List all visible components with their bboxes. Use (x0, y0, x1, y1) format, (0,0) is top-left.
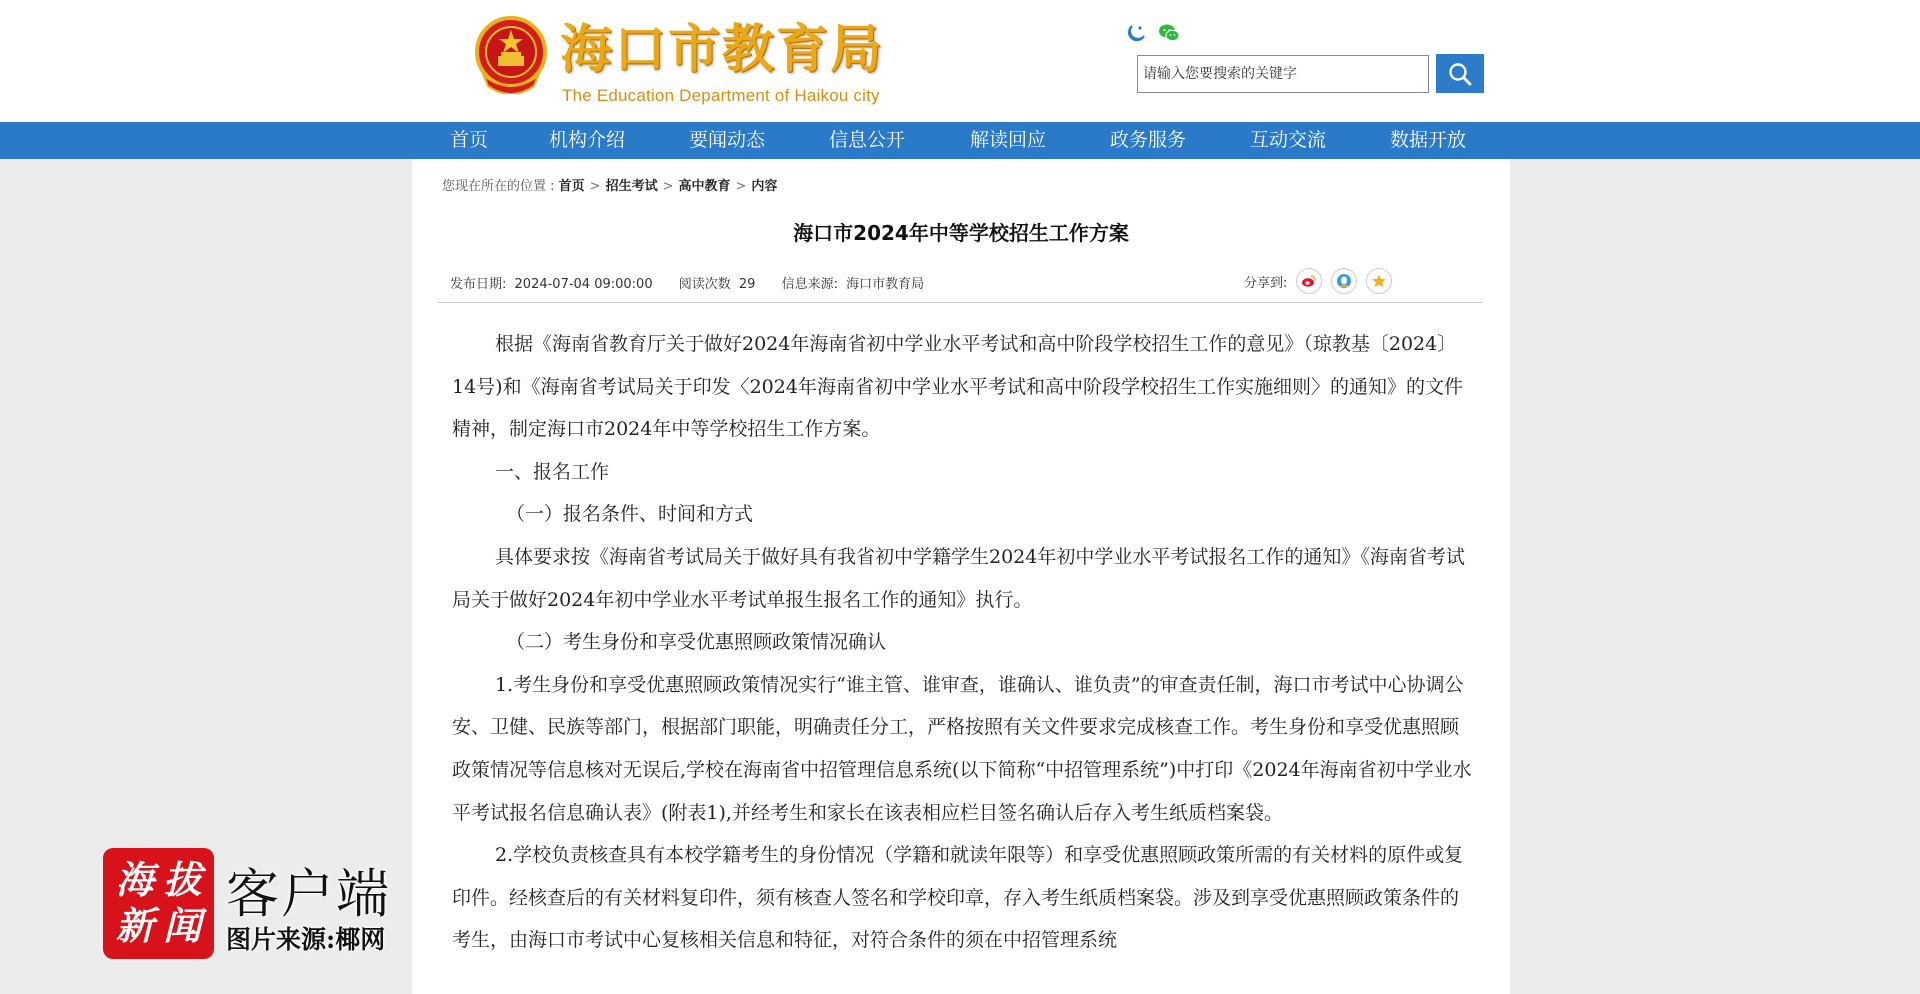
breadcrumb (442, 175, 777, 194)
view-count: 29 (738, 277, 756, 292)
breadcrumb-separator: > (589, 179, 601, 194)
meta-divider (438, 302, 1482, 303)
article-title: 海口市2024年中等学校招生工作方案 (793, 221, 1129, 245)
qq-share-icon[interactable] (1331, 268, 1357, 294)
watermark-title: 客户端 (226, 864, 391, 925)
publish-date: 2024-07-04 09:00:00 (514, 277, 653, 292)
breadcrumb-admissions[interactable]: 招生考试 (605, 179, 658, 194)
logo-char: 新 (115, 902, 154, 948)
favorite-share-icon[interactable] (1366, 268, 1392, 294)
breadcrumb-separator: > (735, 179, 747, 194)
logo-char: 闻 (163, 902, 202, 948)
accessibility-icon[interactable] (1126, 22, 1148, 44)
breadcrumb-content: 内容 (751, 179, 778, 194)
nav-item-home[interactable]: 首页 (450, 129, 489, 151)
main-nav (0, 122, 1920, 159)
nav-item-interpretation[interactable]: 解读回应 (970, 129, 1047, 151)
breadcrumb-prefix: 您现在所在的位置 : (442, 179, 555, 194)
weibo-share-icon[interactable] (1296, 268, 1322, 294)
nav-item-open-data[interactable]: 数据开放 (1390, 129, 1467, 151)
search-button[interactable] (1436, 54, 1484, 93)
top-icons (1126, 22, 1180, 44)
nav-item-services[interactable]: 政务服务 (1110, 129, 1187, 151)
section-heading: 一、报名工作 (495, 460, 610, 483)
article-body (452, 323, 1472, 962)
national-emblem-icon (474, 16, 548, 94)
site-title: 海口市教育局 (560, 19, 885, 80)
paragraph: 2.学校负责核查具有本校学籍考生的身份情况（学籍和就读年限等）和享受优惠照顾政策所需的有关材料的原件或复印件。经核查后的有关材料复印件，须有核查人签名和学校印章，存入考生纸质档案袋。涉及到享受优惠照顾政策条件的考生，由海口市考试中心复核相关信息和特征，对符合条件的须在中招管理系统 (452, 844, 1464, 952)
paragraph: 1.考生身份和享受优惠照顾政策情况实行“谁主管、谁审查，谁确认、谁负责”的审查责任制，海口市考试中心协调公安、卫健、民族等部门，根据部门职能，明确责任分工，严格按照有关文件要求完成核查工作。考生身份和享受优惠照顾政策情况等信息核对无误后,学校在海南省中招管理信息系统(以下简称“中招管理系统”)中打印《2024年海南省初中学业水平考试报名信息确认表》(附表1),并经考生和家长在该表相应栏目签名确认后存入考生纸质档案袋。 (452, 673, 1472, 824)
paragraph: 具体要求按《海南省考试局关于做好具有我省初中学籍学生2024年初中学业水平考试报名工作的通知》《海南省考试局关于做好2024年初中学业水平考试单报生报名工作的通知》执行。 (452, 545, 1465, 611)
site-subtitle: The Education Department of Haikou city (562, 86, 880, 105)
share-bar (1244, 268, 1392, 294)
breadcrumb-high-school[interactable]: 高中教育 (678, 179, 731, 194)
breadcrumb-separator: > (662, 179, 674, 194)
views-label: 阅读次数 (678, 277, 731, 292)
source-label: 信息来源: (781, 277, 838, 292)
logo-char: 海 (115, 857, 154, 902)
nav-item-info-disclosure[interactable]: 信息公开 (829, 129, 906, 151)
search-input[interactable] (1137, 55, 1429, 93)
site-header (0, 0, 1920, 122)
article-container (412, 159, 1510, 994)
subsection-heading: （二）考生身份和享受优惠照顾政策情况确认 (506, 631, 887, 654)
date-label: 发布日期: (450, 277, 507, 292)
article-source: 海口市教育局 (846, 277, 925, 292)
article-meta (450, 273, 928, 292)
nav-item-about[interactable]: 机构介绍 (549, 129, 626, 151)
nav-item-interaction[interactable]: 互动交流 (1250, 129, 1327, 151)
search-icon (1447, 61, 1473, 87)
paragraph: 根据《海南省教育厅关于做好2024年海南省初中学业水平考试和高中阶段学校招生工作的意见》（琼教基〔2024〕14号)和《海南省考试局关于印发〈2024年海南省初中学业水平考试和高中阶段学校招生工作实施细则〉的通知》的文件精神，制定海口市2024年中等学校招生工作方案。 (452, 333, 1463, 441)
share-label: 分享到: (1244, 275, 1288, 291)
wechat-icon[interactable] (1158, 22, 1180, 44)
nav-item-news[interactable]: 要闻动态 (689, 129, 766, 151)
subsection-heading: （一）报名条件、时间和方式 (506, 503, 754, 526)
breadcrumb-home[interactable]: 首页 (558, 179, 585, 194)
logo-char: 拔 (163, 857, 202, 902)
image-source-credit: 图片来源:椰网 (226, 925, 386, 954)
haiba-news-logo (103, 848, 214, 959)
